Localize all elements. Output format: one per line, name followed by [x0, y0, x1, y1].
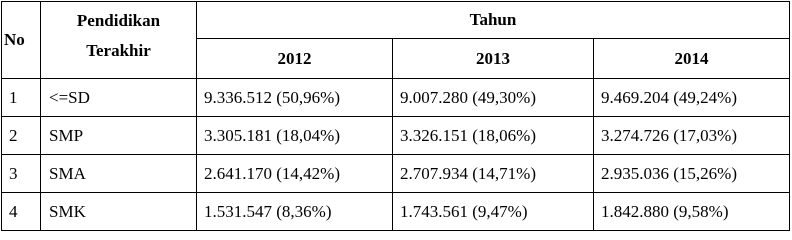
table-row	[2, 155, 790, 193]
value-2012: 9.336.512 (50,96%)	[197, 79, 393, 117]
education-level: SMA	[41, 155, 197, 193]
value-2013: 2.707.934 (14,71%)	[393, 155, 594, 193]
header-no: No	[2, 2, 41, 79]
education-level: SMK	[41, 193, 197, 231]
header-pendidikan-terakhir	[41, 2, 197, 79]
header-pendidikan-line2: Terakhir	[86, 41, 151, 60]
header-tahun: Tahun	[197, 2, 790, 39]
education-level: <=SD	[41, 79, 197, 117]
value-2014: 2.935.036 (15,26%)	[594, 155, 790, 193]
header-row-top	[2, 2, 790, 39]
value-2014: 9.469.204 (49,24%)	[594, 79, 790, 117]
header-year-2012: 2012	[197, 39, 393, 79]
header-year-2013: 2013	[393, 39, 594, 79]
value-2012: 1.531.547 (8,36%)	[197, 193, 393, 231]
row-number: 4	[2, 193, 41, 231]
value-2013: 9.007.280 (49,30%)	[393, 79, 594, 117]
value-2013: 1.743.561 (9,47%)	[393, 193, 594, 231]
education-table	[1, 1, 790, 231]
education-level: SMP	[41, 117, 197, 155]
table-row	[2, 117, 790, 155]
value-2014: 1.842.880 (9,58%)	[594, 193, 790, 231]
table-row	[2, 193, 790, 231]
header-year-2014: 2014	[594, 39, 790, 79]
value-2012: 2.641.170 (14,42%)	[197, 155, 393, 193]
value-2013: 3.326.151 (18,06%)	[393, 117, 594, 155]
row-number: 2	[2, 117, 41, 155]
value-2012: 3.305.181 (18,04%)	[197, 117, 393, 155]
header-pendidikan-line1: Pendidikan	[76, 11, 161, 30]
value-2014: 3.274.726 (17,03%)	[594, 117, 790, 155]
row-number: 1	[2, 79, 41, 117]
row-number: 3	[2, 155, 41, 193]
table-row	[2, 79, 790, 117]
